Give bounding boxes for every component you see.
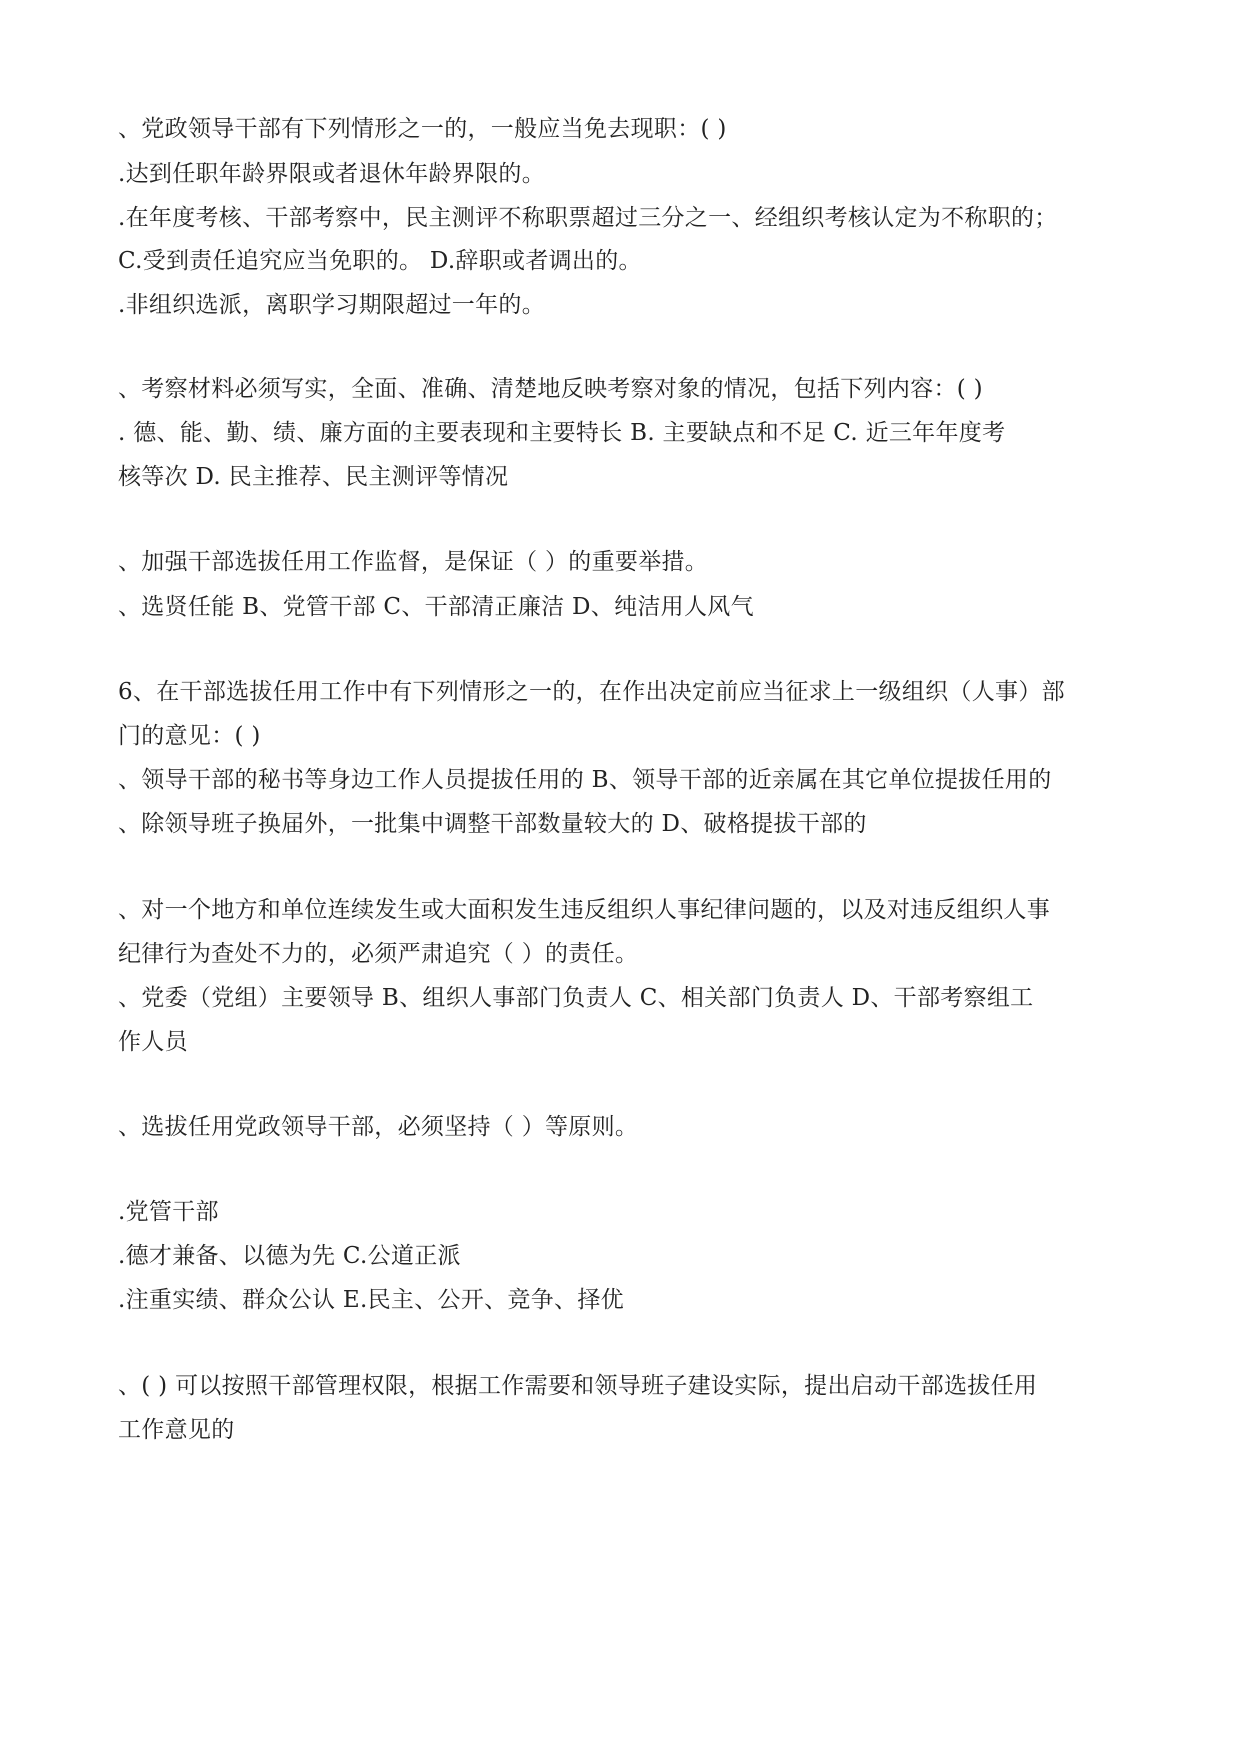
question-6-title-line-1: 6、在干部选拔任用工作中有下列情形之一的，在作出决定前应当征求上一级组织（人事）部 (118, 679, 1065, 705)
question-8-option-de: .注重实绩、群众公认 E.民主、公开、竞争、择优 (118, 1287, 624, 1313)
question-9-title-line-1: 、( ) 可以按照干部管理权限，根据工作需要和领导班子建设实际，提出启动干部选拔任用 (118, 1373, 1038, 1399)
question-1-option-cd: C.受到责任追究应当免职的。 D.辞职或者调出的。 (118, 248, 642, 274)
question-2-options-line-1: . 德、能、勤、绩、廉方面的主要表现和主要特长 B. 主要缺点和不足 C. 近三年年度考 (118, 420, 1006, 446)
question-2-options-line-2: 核等次 D. 民主推荐、民主测评等情况 (118, 464, 509, 490)
question-8-option-a: .党管干部 (118, 1199, 219, 1225)
question-1-title: 、党政领导干部有下列情形之一的，一般应当免去现职：( ) (118, 116, 727, 142)
question-6-options-line-1: 、领导干部的秘书等身边工作人员提拔任用的 B、领导干部的近亲属在其它单位提拔任用的 (118, 767, 1052, 793)
question-3-title: 、加强干部选拔任用工作监督，是保证（ ）的重要举措。 (118, 549, 709, 575)
question-1-option-a: .达到任职年龄界限或者退休年龄界限的。 (118, 161, 546, 187)
question-7-title-line-1: 、对一个地方和单位连续发生或大面积发生违反组织人事纪律问题的，以及对违反组织人事 (118, 897, 1050, 923)
question-1-option-b: .在年度考核、干部考察中，民主测评不称职票超过三分之一、经组织考核认定为不称职的； (118, 205, 1058, 231)
question-7-options-line-2: 作人员 (118, 1029, 188, 1055)
question-2-title: 、考察材料必须写实，全面、准确、清楚地反映考察对象的情况，包括下列内容：( ) (118, 376, 983, 402)
question-6-options-line-2: 、除领导班子换届外，一批集中调整干部数量较大的 D、破格提拔干部的 (118, 811, 867, 837)
question-8-option-bc: .德才兼备、以德为先 C.公道正派 (118, 1243, 461, 1269)
question-7-options-line-1: 、党委（党组）主要领导 B、组织人事部门负责人 C、相关部门负责人 D、干部考察组工 (118, 985, 1034, 1011)
question-3-options: 、选贤任能 B、党管干部 C、干部清正廉洁 D、纯洁用人风气 (118, 594, 754, 620)
question-9-title-line-2: 工作意见的 (118, 1417, 235, 1443)
question-6-title-line-2: 门的意见：( ) (118, 723, 261, 749)
question-1-option-e: .非组织选派，离职学习期限超过一年的。 (118, 292, 546, 318)
question-8-title: 、选拔任用党政领导干部，必须坚持（ ）等原则。 (118, 1114, 639, 1140)
question-7-title-line-2: 纪律行为查处不力的，必须严肃追究（ ）的责任。 (118, 941, 639, 967)
